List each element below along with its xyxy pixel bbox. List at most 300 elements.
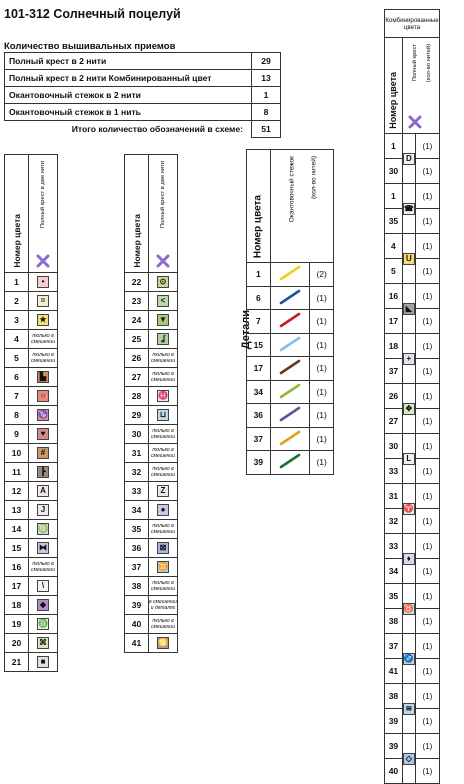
table-row [125,444,178,463]
thread-count: (1) [415,709,439,734]
table-row [385,134,440,159]
thread-count: (1) [415,509,439,534]
backstitch-line-cell [270,404,310,428]
thread-count: (1) [415,734,439,759]
combined-colors-table [384,9,440,784]
symbol-cell [29,520,58,539]
backstitch-line-cell [270,263,310,287]
table-row [5,634,58,653]
symbol-cell [149,273,178,292]
table-row [125,577,178,596]
summary-label: Окантовочный стежок в 1 нить [5,104,252,121]
stitch-symbol: ♓ [158,391,168,400]
mixed-only-note: только в смешении [149,444,178,463]
color-number-header [247,150,271,263]
color-number: 28 [125,387,149,406]
table-row [247,286,334,310]
color-number: 38 [385,684,403,709]
thread-count: (1) [415,484,439,509]
table-row [5,615,58,634]
symbol-cell [402,184,415,234]
color-number: 12 [5,482,29,501]
symbol-cell [29,444,58,463]
color-number: 41 [385,659,403,684]
thread-count: (1) [415,309,439,334]
table-row [247,333,334,357]
symbol-cell [402,534,415,584]
summary-value: 13 [252,70,281,87]
thread-count: (1) [415,584,439,609]
thread-count: (1) [310,310,334,334]
color-number: 17 [5,577,29,596]
color-number: 18 [385,334,403,359]
color-number: 34 [247,380,271,404]
symbol-cell [29,425,58,444]
thread-count: (1) [415,434,439,459]
color-number: 29 [125,406,149,425]
thread-count: (1) [415,284,439,309]
color-number: 35 [125,520,149,539]
table-row [385,484,440,509]
color-number: 37 [385,634,403,659]
summary-value: 1 [252,87,281,104]
mixed-only-note: только в смешении [29,330,58,349]
symbol-cell [29,368,58,387]
color-number: 2 [5,292,29,311]
table-row [247,357,334,381]
table-row [5,349,58,368]
stitch-symbol: ≋ [403,703,415,715]
summary-row [5,53,281,70]
full-cross-header [149,155,178,273]
cross-stitch-icon [408,115,422,129]
stitch-symbol: A [37,485,49,497]
color-number: 10 [5,444,29,463]
symbol-cell [29,311,58,330]
color-number: 31 [385,484,403,509]
symbol-cell [149,482,178,501]
color-number: 30 [125,425,149,444]
stitch-symbol: ◆ [37,599,49,611]
stitch-symbol: ○ [37,390,49,402]
color-number: 17 [385,309,403,334]
cross-stitch-icon [36,254,50,268]
table-row [125,615,178,634]
color-number: 9 [5,425,29,444]
full-cross-table-2 [124,154,178,653]
mixed-only-note: только в смешении [149,425,178,444]
backstitch-line-icon [276,335,304,353]
color-number: 30 [385,434,403,459]
thread-count: (1) [310,427,334,451]
full-cross-header [402,38,439,134]
table-row [385,734,440,759]
table-row [385,384,440,409]
color-number: 16 [5,558,29,577]
stitch-symbol: ◇ [403,753,415,765]
color-number-label: Номер цвета [11,214,22,268]
color-number: 33 [125,482,149,501]
thread-count: (1) [415,209,439,234]
color-number: 6 [247,286,271,310]
stitch-symbol: < [157,295,169,307]
color-number: 4 [385,234,403,259]
symbol-cell [149,330,178,349]
color-number: 20 [5,634,29,653]
table-row [5,520,58,539]
color-number-label: Номер цвета [131,214,142,268]
table-row [5,425,58,444]
table-row [5,330,58,349]
table-row [5,558,58,577]
symbol-cell [402,734,415,784]
symbol-cell [29,596,58,615]
backstitch-line-icon [276,452,304,470]
combined-colors-header: Комбинированные цвета [385,10,440,38]
table-row [247,310,334,334]
color-number: 38 [385,609,403,634]
color-number: 17 [247,357,271,381]
table-row [385,284,440,309]
backstitch-line-cell [270,427,310,451]
symbol-cell [402,434,415,484]
symbol-cell [402,134,415,184]
table-row [125,368,178,387]
thread-count: (1) [415,759,439,784]
backstitch-line-icon [276,358,304,376]
mixed-only-note: в смешении и деталях [149,596,178,615]
mixed-only-note: только в смешении [149,615,178,634]
table-row [125,463,178,482]
backstitch-line-cell [270,310,310,334]
mixed-only-note: только в смешении [29,349,58,368]
color-number: 8 [5,406,29,425]
table-row [247,404,334,428]
color-number-header [385,38,403,134]
section-subtitle: Количество вышивальных приемов [4,41,176,52]
mixed-only-note: только в смешении [149,520,178,539]
thread-count: (1) [310,404,334,428]
mixed-only-note: только в смешении [29,558,58,577]
color-number: 7 [5,387,29,406]
stitch-symbol: ♊ [158,562,168,571]
summary-row [5,104,281,121]
symbol-cell [149,311,178,330]
thread-count: (1) [310,333,334,357]
color-number: 33 [385,459,403,484]
symbol-cell [29,406,58,425]
table-row [125,482,178,501]
stitch-symbol: # [37,447,49,459]
full-cross-header [29,155,58,273]
color-number: 36 [125,539,149,558]
stitch-symbol: ☎ [403,203,414,213]
summary-total-row [5,121,281,138]
symbol-cell [29,482,58,501]
backstitch-line-icon [276,429,304,447]
color-number: 7 [247,310,271,334]
table-row [247,451,334,475]
color-number: 26 [385,384,403,409]
stitch-symbol: ʆ [157,333,169,345]
backstitch-line-icon [276,405,304,423]
stitch-symbol: ♈ [403,503,414,513]
mixed-only-note: только в смешении [149,577,178,596]
color-number: 39 [385,709,403,734]
color-number: 34 [125,501,149,520]
table-row [385,184,440,209]
table-row [125,349,178,368]
symbol-cell [29,577,58,596]
mixed-only-note: только в смешении [149,368,178,387]
symbol-cell [29,539,58,558]
stitch-symbol: ♋ [158,638,168,647]
symbol-cell [29,501,58,520]
symbol-cell [29,653,58,672]
color-number: 37 [247,427,271,451]
color-number: 25 [125,330,149,349]
color-number: 13 [5,501,29,520]
stitch-symbol: ♦ [403,553,415,565]
color-number-label: Номер цвета [252,194,264,258]
full-cross-label: Полный крест [412,44,419,82]
thread-count: (1) [415,259,439,284]
symbol-cell [149,539,178,558]
mixed-only-note: только в смешении [149,463,178,482]
color-number: 30 [385,159,403,184]
color-number: 5 [385,259,403,284]
stitch-symbol: ▙ [37,371,49,383]
color-number: 39 [385,734,403,759]
summary-value: 8 [252,104,281,121]
stitch-symbol: ✥ [403,403,415,415]
stitch-symbol: ♎ [38,619,48,628]
color-number: 19 [5,615,29,634]
color-number: 39 [125,596,149,615]
thread-count: (1) [415,184,439,209]
backstitch-line-cell [270,380,310,404]
backstitch-line-icon [276,288,304,306]
backstitch-table [246,149,334,475]
stitch-symbol: ♍ [38,524,48,533]
color-number: 24 [125,311,149,330]
stitch-symbol: ★ [37,314,49,326]
backstitch-line-cell [270,357,310,381]
thread-count: (1) [415,359,439,384]
table-row [125,311,178,330]
backstitch-line-icon [276,311,304,329]
symbol-cell [29,387,58,406]
summary-row [5,87,281,104]
color-number: 1 [385,184,403,209]
stitch-symbol: ⊔ [157,409,169,421]
color-number: 37 [385,359,403,384]
table-header-row [5,155,58,273]
color-number: 40 [125,615,149,634]
table-row [5,596,58,615]
symbol-cell [402,684,415,734]
table-header-row [125,155,178,273]
symbol-cell [402,284,415,334]
color-number: 6 [5,368,29,387]
thread-count: (1) [415,559,439,584]
table-row [385,684,440,709]
stitch-symbol: ♑ [38,410,48,419]
symbol-cell [402,634,415,684]
table-row [125,539,178,558]
page-title: 101-312 Солнечный поцелуй [4,7,181,21]
symbol-cell [402,584,415,634]
color-number: 27 [385,409,403,434]
summary-label: Полный крест в 2 нити Комбинированный цвет [5,70,252,87]
color-number: 31 [125,444,149,463]
full-cross-table-1 [4,154,58,672]
symbol-cell [149,292,178,311]
table-row [125,520,178,539]
color-number: 35 [385,584,403,609]
symbol-cell [149,501,178,520]
stitch-symbol: L [403,453,415,465]
details-label: Детали [240,310,252,350]
color-number-label: Номер цвета [388,72,399,129]
color-number: 1 [5,273,29,292]
summary-value: 29 [252,53,281,70]
color-number: 1 [385,134,403,159]
table-row [5,368,58,387]
stitch-symbol: ◣ [403,303,415,315]
color-number: 15 [247,333,271,357]
summary-table [4,52,281,138]
symbol-cell [29,292,58,311]
color-number: 32 [385,509,403,534]
table-header-row [385,10,440,38]
thread-count: (1) [415,159,439,184]
table-row [125,292,178,311]
threads-count-label: (кол-во нитей) [310,156,318,199]
thread-count: (1) [415,134,439,159]
mixed-only-note: только в смешении [149,349,178,368]
table-row [385,584,440,609]
thread-count: (1) [415,409,439,434]
symbol-cell [402,484,415,534]
table-row [5,482,58,501]
table-row [125,634,178,653]
summary-label: Окантовочный стежок в 2 нити [5,87,252,104]
stitch-symbol: • [37,276,49,288]
color-number: 11 [5,463,29,482]
backstitch-line-icon [276,382,304,400]
color-number: 18 [5,596,29,615]
stitch-symbol: ▼ [157,314,169,326]
table-row [5,406,58,425]
table-row [125,330,178,349]
table-row [5,273,58,292]
stitch-symbol: ⊠ [157,542,169,554]
symbol-cell [149,387,178,406]
color-number: 26 [125,349,149,368]
color-number-header [125,155,149,273]
symbol-cell [29,273,58,292]
color-number: 5 [5,349,29,368]
thread-count: (1) [415,534,439,559]
full-cross-label: Полный крест в две нити [40,161,46,229]
color-number: 22 [125,273,149,292]
stitch-symbol: J [37,504,49,516]
table-row [385,634,440,659]
stitch-symbol: ⊙ [157,276,169,288]
color-number: 21 [5,653,29,672]
stitch-symbol: ● [157,504,169,516]
stitch-symbol: D [403,153,415,165]
stitch-symbol: ♥ [37,428,49,440]
table-header-row [385,38,440,134]
table-row [5,292,58,311]
thread-count: (1) [310,451,334,475]
table-row [385,434,440,459]
color-number: 14 [5,520,29,539]
stitch-symbol: ♉ [403,603,414,613]
thread-count: (1) [310,380,334,404]
table-row [247,263,334,287]
thread-count: (2) [310,263,334,287]
full-cross-label: Полный крест в две нити [160,161,166,229]
thread-count: (1) [310,357,334,381]
table-row [5,387,58,406]
stitch-symbol: + [403,353,415,365]
table-row [125,596,178,615]
color-number: 38 [125,577,149,596]
table-row [247,380,334,404]
symbol-cell [402,334,415,384]
color-number: 40 [385,759,403,784]
backstitch-line-icon [276,264,304,282]
thread-count: (1) [415,634,439,659]
table-row [5,463,58,482]
summary-total-label: Итого количество обозначений в схеме: [71,124,243,135]
color-number: 32 [125,463,149,482]
summary-label: Полный крест в 2 нити [5,53,252,70]
summary-total-value: 51 [252,121,281,138]
symbol-cell [29,615,58,634]
color-number: 15 [5,539,29,558]
thread-count: (1) [415,334,439,359]
symbol-cell [29,634,58,653]
color-number: 37 [125,558,149,577]
thread-count: (1) [415,384,439,409]
table-row [125,273,178,292]
thread-count: (1) [415,609,439,634]
symbol-cell [149,558,178,577]
thread-count: (1) [415,684,439,709]
threads-count-label: (кол-во нитей) [425,44,432,83]
table-row [385,234,440,259]
table-row [247,427,334,451]
table-row [125,501,178,520]
stitch-symbol: ⧓ [39,543,47,552]
color-number: 34 [385,559,403,584]
color-number: 39 [247,451,271,475]
color-number-header [5,155,29,273]
stitch-symbol: ⌘ [39,638,47,647]
table-row [125,425,178,444]
thread-count: (1) [415,459,439,484]
table-row [385,534,440,559]
table-header-row [247,150,334,263]
table-row [5,444,58,463]
table-row [125,406,178,425]
backstitch-line-cell [270,286,310,310]
color-number: 36 [247,404,271,428]
